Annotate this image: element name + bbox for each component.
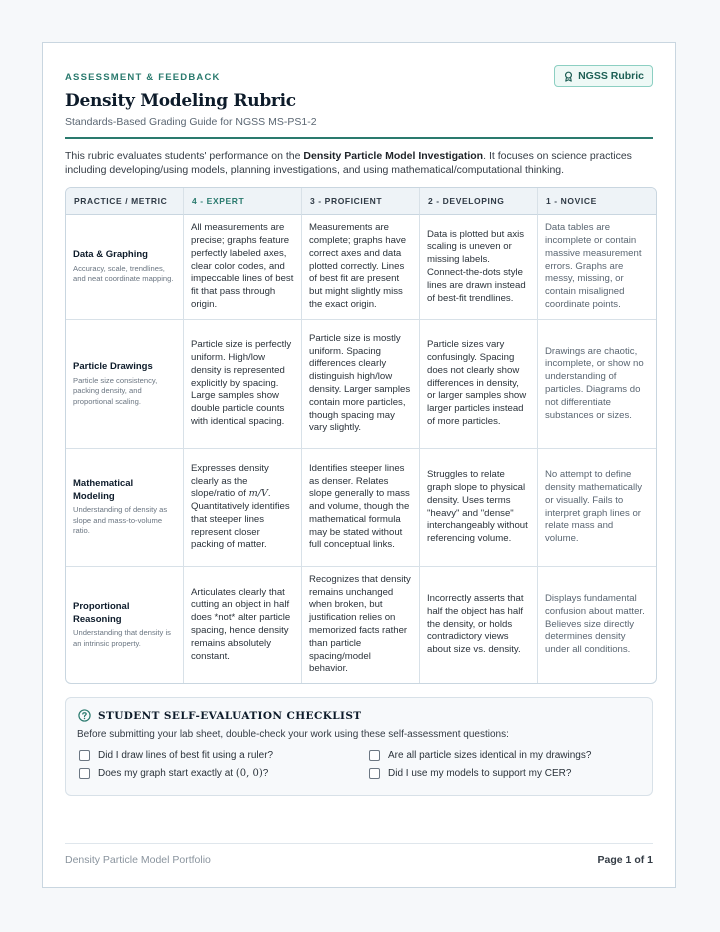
self-evaluation-checklist (65, 697, 653, 796)
expert-text-post: . Quantitatively identifies that steeper lines represent closer packing of matter. (191, 488, 290, 551)
metric-description: Understanding of density as slope and mass-to-volume ratio. (73, 505, 168, 536)
page-content (65, 43, 653, 887)
checklist-item-suffix: ? (262, 768, 269, 779)
footer-portfolio-name: Density Particle Model Portfolio (65, 854, 211, 866)
developing-cell: Data is plotted but axis scaling is uneven or missing labels. Connect-the-dots style lines are drawn instead of best-fit trendlines. (420, 215, 538, 320)
rubric-table (65, 187, 657, 684)
metric-cell (66, 320, 184, 449)
developing-cell: Particle sizes vary confusingly. Spacing does not clearly show differences in density, or larger samples show larger particles instead of more particles. (420, 320, 538, 449)
table-row (66, 567, 656, 683)
metric-name: Particle Drawings (73, 361, 153, 372)
intro-suffix: . It focuses on science practices including developing/using models, planning investigations, and using mathematical/computational thinking. (65, 150, 632, 176)
metric-name: Proportional Reasoning (73, 601, 130, 625)
density-formula: m/V (248, 488, 268, 500)
metric-description: Understanding that density is an intrinsic property. (73, 628, 171, 648)
metric-cell (66, 567, 184, 683)
checkbox[interactable] (369, 768, 380, 779)
metric-cell (66, 449, 184, 567)
ngss-rubric-badge (554, 65, 653, 87)
metric-cell (66, 215, 184, 320)
novice-cell: No attempt to define density mathematically or visually. Fails to interpret graph lines or relate mass and volume. (538, 449, 656, 567)
proficient-cell: Identifies steeper lines as denser. Relates slope generally to mass and volume, though the mathematical formula may be stated without full conceptual links. (302, 449, 420, 567)
metric-description: Accuracy, scale, trendlines, and neat coordinate mapping. (73, 263, 174, 284)
eyebrow-label: ASSESSMENT & FEEDBACK (65, 72, 221, 83)
developing-cell: Incorrectly asserts that half the object has half the density, or holds contradictory views about size vs. density. (420, 567, 538, 683)
column-header-expert: 4 - EXPERT (184, 188, 302, 215)
checklist-intro: Before submitting your lab sheet, double-check your work using these self-assessment questions: (77, 729, 509, 740)
metric-name: Mathematical Modeling (73, 478, 134, 502)
page-number: Page 1 of 1 (597, 854, 653, 866)
checklist-item-label: Are all particle sizes identical in my drawings? (388, 750, 592, 761)
rubric-header-row (66, 188, 656, 215)
checklist-item[interactable] (79, 768, 268, 779)
intro-prefix: This rubric evaluates students' performance on the (65, 150, 304, 162)
checkbox[interactable] (369, 750, 380, 761)
checklist-item-text: Does my graph start exactly at (98, 768, 236, 779)
checkbox[interactable] (79, 750, 90, 761)
proficient-cell: Recognizes that density remains unchanged when broken, but justification relies on memorized facts rather than particle spacing/model behavior. (302, 567, 420, 683)
metric-name: Data & Graphing (73, 249, 148, 261)
intro-paragraph (65, 149, 655, 177)
badge-label: NGSS Rubric (578, 70, 644, 82)
column-header-metric: PRACTICE / METRIC (66, 188, 184, 215)
expert-text-pre: Expresses density clearly as the slope/ratio of (191, 462, 269, 500)
table-row (66, 320, 656, 449)
expert-cell (184, 449, 302, 567)
checklist-item-label (98, 768, 268, 779)
origin-coordinate: (0, 0) (235, 768, 263, 779)
table-row (66, 449, 656, 567)
checklist-item-label: Did I draw lines of best fit using a ruler? (98, 750, 274, 761)
expert-cell: Articulates clearly that cutting an object in half does *not* alter particle spacing, hence density remains absolutely constant. (184, 567, 302, 683)
proficient-cell: Particle size is mostly uniform. Spacing differences clearly distinguish high/low density. Larger samples contain more particles, though spacing may vary slightly. (302, 320, 420, 449)
novice-cell: Data tables are incomplete or contain massive measurement errors. Graphs are messy, missing, or contain misaligned coordinate points. (538, 215, 656, 320)
header-divider (65, 137, 653, 139)
checklist-item[interactable] (369, 750, 591, 761)
metric-description: Particle size consistency, packing density, and proportional scaling. (73, 375, 158, 406)
checklist-item-label: Did I use my models to support my CER? (388, 768, 572, 779)
column-header-proficient: 3 - PROFICIENT (302, 188, 420, 215)
page-subtitle: Standards-Based Grading Guide for NGSS MS-PS1-2 (65, 116, 317, 128)
proficient-cell: Measurements are complete; graphs have correct axes and data plotted correctly. Lines of best fit are present but might slightly miss the exact origin. (302, 215, 420, 320)
expert-cell: Particle size is perfectly uniform. High/low density is represented explicitly by spacing. Large samples show double particle counts with identical spacing. (184, 320, 302, 449)
developing-cell: Struggles to relate graph slope to physical density. Uses terms "heavy" and "dense" interchangeably without referencing volume. (420, 449, 538, 567)
column-header-developing: 2 - DEVELOPING (420, 188, 538, 215)
footer-divider (65, 843, 653, 844)
checklist-item[interactable] (79, 750, 273, 761)
checklist-title: STUDENT SELF-EVALUATION CHECKLIST (98, 710, 362, 722)
novice-cell: Displays fundamental confusion about matter. Believes size directly determines density under all conditions. (545, 593, 645, 656)
checkbox[interactable] (79, 768, 90, 779)
expert-cell: All measurements are precise; graphs feature perfectly labeled axes, clear color codes, and impeccable lines of best fit that pass through origin. (184, 215, 302, 320)
column-header-novice: 1 - NOVICE (538, 188, 656, 215)
novice-cell: Drawings are chaotic, incomplete, or show no understanding of particles. Diagrams do not differentiate substances or sizes. (538, 320, 656, 449)
question-circle-icon (78, 709, 91, 722)
ribbon-icon (563, 71, 574, 82)
checklist-item[interactable] (369, 768, 571, 779)
table-row (66, 215, 656, 320)
intro-bold: Density Particle Model Investigation (303, 150, 484, 162)
rubric-page (42, 42, 676, 888)
page-title: Density Modeling Rubric (65, 91, 296, 111)
